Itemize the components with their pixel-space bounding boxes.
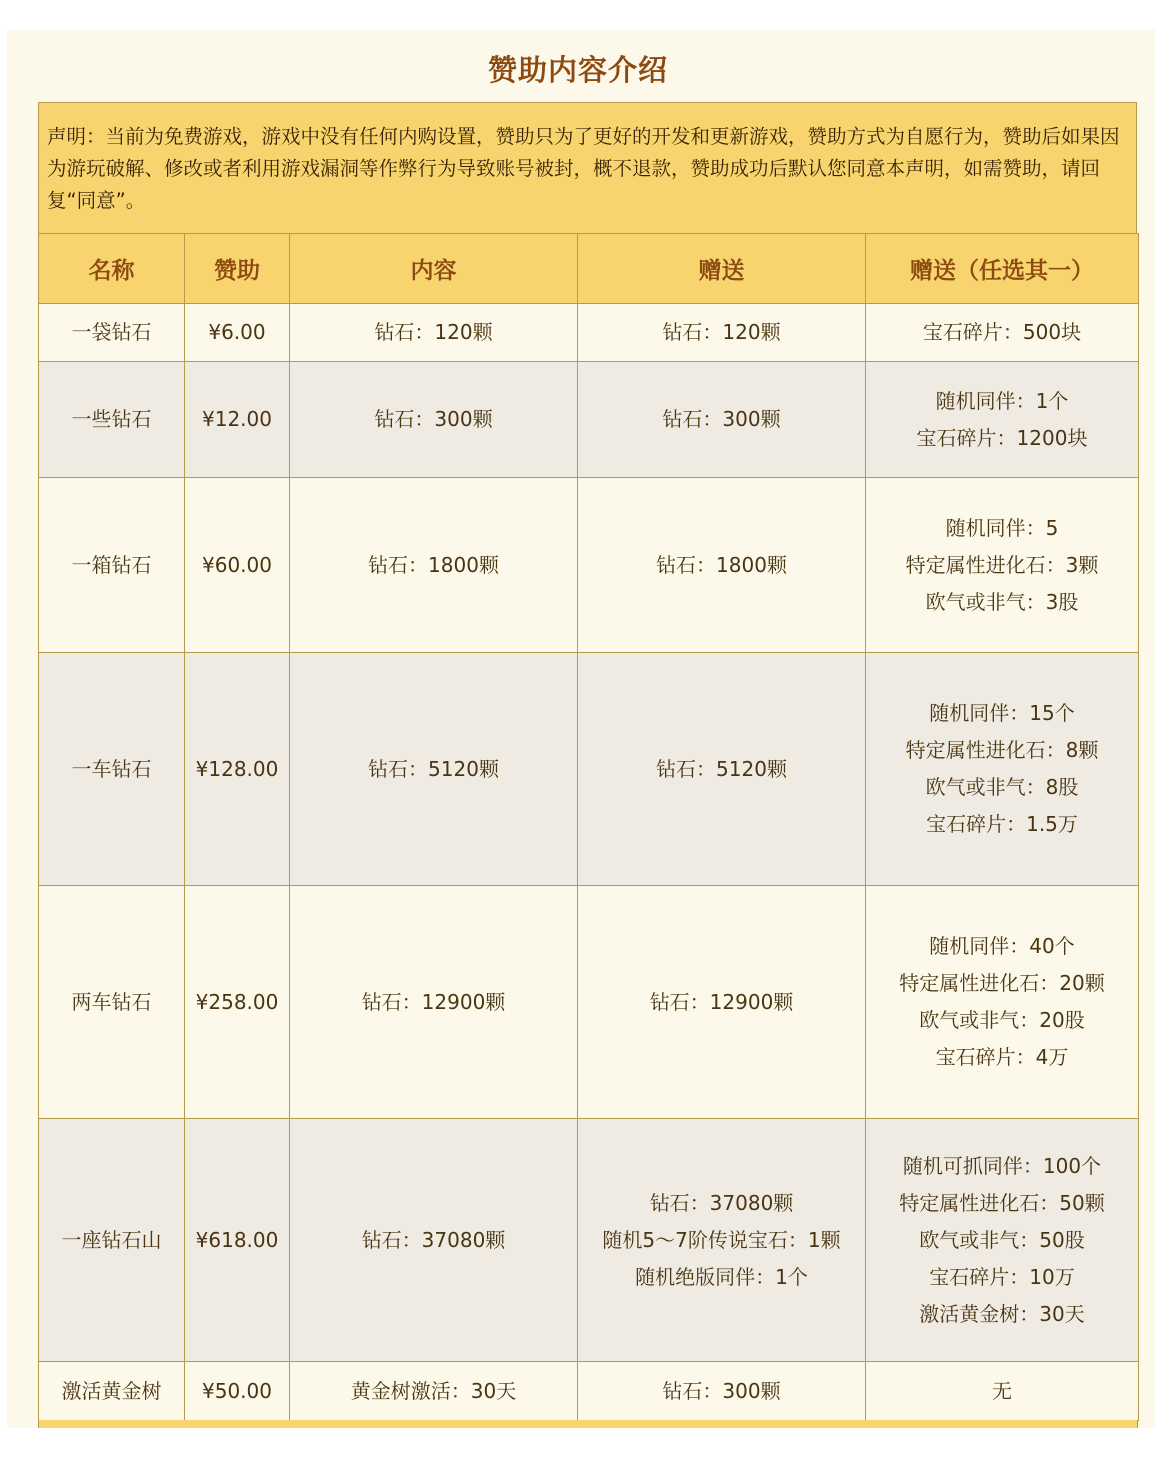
- cell-optional-gift-line: 特定属性进化石：8颗: [905, 738, 1099, 762]
- cell-gift: [578, 653, 866, 886]
- cell-optional-gift-line: 随机同伴：40个: [929, 934, 1075, 958]
- header-optional-gift: 赠送（任选其一）: [866, 234, 1139, 304]
- cell-optional-gift: [866, 362, 1139, 478]
- cell-optional-gift-line: 特定属性进化石：3颗: [905, 552, 1099, 577]
- cell-gift-line: 钻石：300颗: [662, 407, 781, 431]
- cell-name: 激活黄金树: [39, 1362, 185, 1421]
- cell-name: 一些钻石: [39, 362, 185, 478]
- cell-gift: [578, 1119, 866, 1362]
- cell-gift-line: 钻石：300颗: [662, 1378, 781, 1403]
- cell-optional-gift-line: 随机可抓同伴：100个: [902, 1153, 1102, 1178]
- cell-gift-line: 随机绝版同伴：1个: [635, 1264, 808, 1289]
- cell-optional-gift-line: 无: [992, 1378, 1012, 1403]
- cell-optional-gift: [866, 304, 1139, 362]
- cell-gift-line: 随机5～7阶传说宝石：1颗: [602, 1227, 841, 1252]
- table-header-row: [39, 234, 1139, 304]
- cell-content-line: 钻石：5120颗: [368, 756, 499, 781]
- cell-price: ¥128.00: [185, 653, 290, 886]
- cell-gift-line: 钻石：120颗: [662, 320, 781, 344]
- header-gift: 赠送: [578, 234, 866, 304]
- cell-gift: [578, 304, 866, 362]
- cell-optional-gift-line: 随机同伴：1个: [935, 388, 1069, 413]
- cell-optional-gift-line: 欧气或非气：3股: [925, 589, 1079, 614]
- cell-content-line: 钻石：37080颗: [361, 1227, 506, 1252]
- cell-optional-gift-line: 激活黄金树：30天: [919, 1301, 1085, 1326]
- table-row: [39, 478, 1139, 653]
- header-content: 内容: [290, 234, 578, 304]
- cell-optional-gift: [866, 653, 1139, 886]
- cell-content: [290, 362, 578, 478]
- table-row: [39, 1119, 1139, 1362]
- cell-name: 一袋钻石: [39, 304, 185, 362]
- cell-gift: [578, 478, 866, 653]
- cell-optional-gift-line: 随机同伴：5: [945, 515, 1059, 540]
- cell-gift-line: 钻石：5120颗: [656, 756, 787, 781]
- table-row: [39, 304, 1139, 362]
- cell-optional-gift-line: 宝石碎片：10万: [929, 1264, 1075, 1289]
- cell-gift: [578, 886, 866, 1119]
- cell-optional-gift-line: 特定属性进化石：50颗: [899, 1190, 1105, 1215]
- cell-gift: [578, 362, 866, 478]
- cell-optional-gift: [866, 886, 1139, 1119]
- table-row: [39, 653, 1139, 886]
- cell-gift-line: 钻石：1800颗: [656, 552, 787, 577]
- cell-optional-gift-line: 欧气或非气：20股: [919, 1008, 1085, 1032]
- cell-name: 一车钻石: [39, 653, 185, 886]
- cell-gift-line: 钻石：12900颗: [649, 989, 794, 1014]
- cell-optional-gift-line: 欧气或非气：8股: [925, 775, 1079, 799]
- cell-price: ¥6.00: [185, 304, 290, 362]
- sponsor-table: [38, 233, 1139, 1421]
- cell-optional-gift: [866, 478, 1139, 653]
- cell-optional-gift-line: 特定属性进化石：20颗: [899, 971, 1105, 995]
- header-price: 赞助: [185, 234, 290, 304]
- cell-optional-gift-line: 宝石碎片：500块: [922, 320, 1082, 344]
- cell-content-line: 钻石：120颗: [374, 320, 493, 344]
- cell-content: [290, 653, 578, 886]
- cell-price: ¥12.00: [185, 362, 290, 478]
- cell-optional-gift: [866, 1362, 1139, 1421]
- cell-content: [290, 1362, 578, 1421]
- cell-content: [290, 886, 578, 1119]
- page-title: 赞助内容介绍: [487, 53, 668, 87]
- cell-optional-gift-line: 随机同伴：15个: [929, 701, 1075, 725]
- cell-content-line: 钻石：1800颗: [368, 552, 499, 577]
- cell-optional-gift: [866, 1119, 1139, 1362]
- cell-name: 一箱钻石: [39, 478, 185, 653]
- cell-content: [290, 1119, 578, 1362]
- disclaimer-notice: 声明：当前为免费游戏，游戏中没有任何内购设置，赞助只为了更好的开发和更新游戏，赞助方式为自愿行为，赞助后如果因为游玩破解、修改或者利用游戏漏洞等作弊行为导致账号被封，概不退款，赞助成功后默认您同意本声明，如需赞助，请回复“同意”。: [38, 102, 1137, 234]
- cell-content-line: 钻石：300颗: [374, 407, 493, 431]
- cell-content: [290, 304, 578, 362]
- cell-gift-line: 钻石：37080颗: [649, 1190, 794, 1215]
- cell-optional-gift-line: 宝石碎片：4万: [935, 1045, 1069, 1069]
- table-bottom-strip: [38, 1420, 1138, 1428]
- table-row: [39, 1362, 1139, 1421]
- cell-optional-gift-line: 宝石碎片：1.5万: [926, 812, 1078, 836]
- cell-name: 一座钻石山: [39, 1119, 185, 1362]
- table-row: [39, 886, 1139, 1119]
- table-row: [39, 362, 1139, 478]
- cell-price: ¥50.00: [185, 1362, 290, 1421]
- cell-optional-gift-line: 欧气或非气：50股: [919, 1227, 1085, 1252]
- cell-price: ¥258.00: [185, 886, 290, 1119]
- cell-content: [290, 478, 578, 653]
- cell-price: ¥618.00: [185, 1119, 290, 1362]
- cell-name: 两车钻石: [39, 886, 185, 1119]
- cell-gift: [578, 1362, 866, 1421]
- header-name: 名称: [39, 234, 185, 304]
- cell-optional-gift-line: 宝石碎片：1200块: [916, 425, 1088, 450]
- cell-content-line: 黄金树激活：30天: [350, 1378, 517, 1403]
- cell-price: ¥60.00: [185, 478, 290, 653]
- cell-content-line: 钻石：12900颗: [361, 989, 506, 1014]
